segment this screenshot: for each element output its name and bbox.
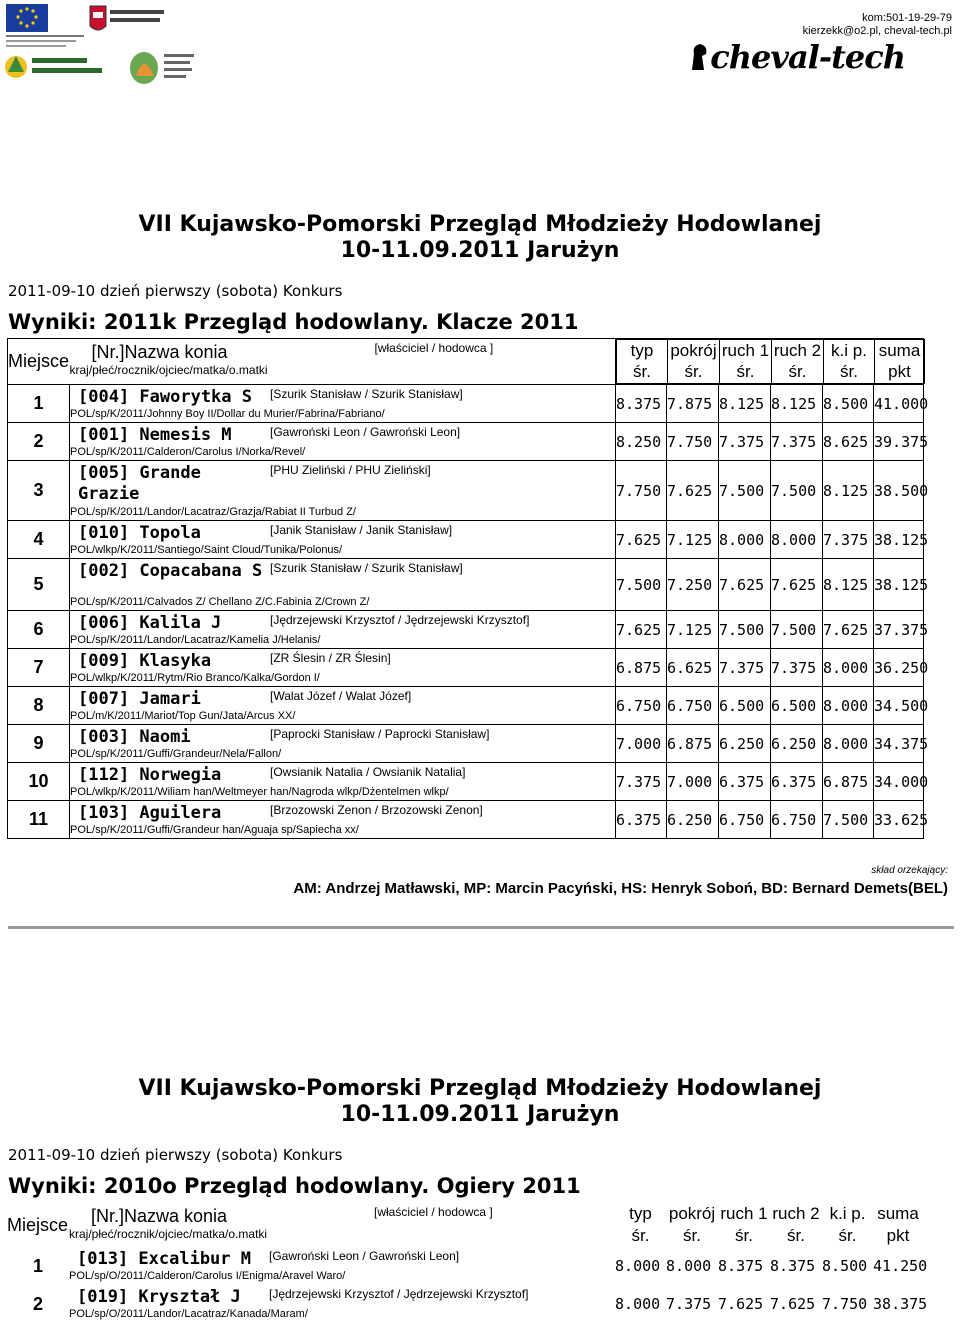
horse-name: [013] Excalibur M: [77, 1249, 251, 1269]
score-total: 38.125: [874, 559, 924, 611]
score-cell: 8.125: [719, 385, 771, 423]
score-cell: 7.625: [771, 559, 823, 611]
score-cell: 6.625: [667, 649, 719, 687]
header-nr-nazwa: [Nr.]Nazwa konia: [91, 342, 228, 362]
horse-cell: [70, 461, 616, 521]
score-cell: 6.750: [667, 687, 719, 725]
table-row: [7, 1285, 923, 1323]
column-header: ruch 2: [772, 1204, 820, 1223]
score-cell: 7.375: [666, 1295, 712, 1313]
score-total: 38.375: [873, 1295, 928, 1313]
table-row: [8, 801, 924, 839]
horse-name: [006] Kalila J: [78, 612, 222, 633]
score-cell: 6.375: [771, 763, 823, 801]
place-cell: 11: [8, 801, 70, 839]
results-heading: Wyniki: 2011k Przegląd hodowlany. Klacze 2011: [8, 310, 579, 334]
score-cell: 6.750: [616, 687, 667, 725]
owner-breeder: [Jędrzejewski Krzysztof / Jędrzejewski Krzysztof]: [270, 612, 530, 627]
score-total: 34.500: [874, 687, 924, 725]
table-row: [8, 385, 924, 423]
score-cell: 7.625: [616, 521, 667, 559]
score-cell: 7.625: [718, 1295, 764, 1313]
score-cell: 8.375: [718, 1257, 764, 1275]
score-headers: [616, 339, 924, 385]
score-cell: 8.125: [823, 461, 874, 521]
ksow-logo: [4, 50, 124, 84]
horse-cell: [69, 1285, 615, 1323]
score-cell: 8.000: [615, 1295, 661, 1313]
place-cell: 7: [8, 649, 70, 687]
region-crest-logo: [88, 4, 168, 44]
header-pedigree: kraj/płeć/rocznik/ojciec/matka/o.matki: [69, 363, 268, 377]
score-cell: 6.375: [616, 801, 667, 839]
score-cell: 8.625: [823, 423, 874, 461]
results-table: [7, 338, 929, 839]
table-row: [8, 763, 924, 801]
column-subheader: śr.: [772, 362, 824, 384]
score-cell: 7.875: [667, 385, 719, 423]
event-title: [0, 212, 960, 264]
table-row: [8, 521, 924, 559]
horse-cell: [70, 725, 616, 763]
score-cell: 6.375: [719, 763, 771, 801]
horse-name: [002] Copacabana S: [78, 560, 263, 581]
column-header: pokrój: [668, 340, 720, 362]
header-wlasciciel: [właściciel / hodowca ]: [374, 341, 494, 355]
score-total: 34.375: [874, 725, 924, 763]
horse-icon: [688, 42, 710, 72]
owner-breeder: [Owsianik Natalia / Owsianik Natalia]: [270, 764, 466, 779]
pedigree: POL/sp/O/2011/Landor/Lacatraz/Kanada/Maram/: [69, 1308, 308, 1320]
place-cell: 2: [8, 423, 70, 461]
header-horse: [69, 1203, 615, 1247]
score-cell: 6.250: [719, 725, 771, 763]
event-title-line1: VII Kujawsko-Pomorski Przegląd Młodzieży Hodowlanej: [138, 1076, 822, 1101]
header-wlasciciel: [właściciel / hodowca ]: [374, 1205, 493, 1219]
pedigree: POL/sp/K/2011/Landor/Lacatraz/Grazja/Rabiat II Turbud Z/: [70, 505, 356, 518]
score-total: 39.375: [874, 423, 924, 461]
score-cell: 6.250: [771, 725, 823, 763]
header-miejsce: Miejsce: [8, 339, 70, 385]
jury-members: AM: Andrzej Matławski, MP: Marcin Pacyński, HS: Henryk Soboń, BD: Bernard Demets(BEL): [293, 880, 948, 897]
score-cell: 6.500: [771, 687, 823, 725]
score-total: 38.500: [874, 461, 924, 521]
owner-breeder: [PHU Zieliński / PHU Zieliński]: [270, 462, 431, 477]
owner-breeder: [Walat Józef / Walat Józef]: [270, 688, 412, 703]
owner-breeder: [Szurik Stanisław / Szurik Stanisław]: [270, 386, 463, 401]
column-subheader: śr.: [668, 362, 720, 384]
owner-breeder: [Paprocki Stanisław / Paprocki Stanisław]: [270, 726, 490, 741]
score-cell: 8.125: [771, 385, 823, 423]
score-cell: 7.625: [667, 461, 719, 521]
score-cell: 7.625: [616, 611, 667, 649]
horse-cell: [70, 687, 616, 725]
score-cell: 7.625: [770, 1295, 816, 1313]
table-row: [8, 725, 924, 763]
horse-name: [007] Jamari: [78, 688, 201, 709]
horse-cell: [70, 801, 616, 839]
owner-breeder: [ZR Ślesin / ZR Ślesin]: [270, 650, 391, 665]
column-header: suma: [875, 340, 925, 362]
column-subheader: śr.: [838, 1226, 857, 1245]
score-cell: 7.375: [823, 521, 874, 559]
column-subheader: śr.: [787, 1226, 805, 1245]
score-cell: 7.375: [616, 763, 667, 801]
jury-label: skład orzekający:: [871, 865, 948, 876]
table-row: [8, 423, 924, 461]
score-total: 41.000: [874, 385, 924, 423]
header-pedigree: kraj/płeć/rocznik/ojciec/matka/o.matki: [69, 1227, 268, 1241]
score-cell: 8.000: [615, 1257, 661, 1275]
date-line-2: 2011-09-10 dzień pierwszy (sobota) Konkurs: [8, 1146, 343, 1164]
date-line: 2011-09-10 dzień pierwszy (sobota) Konkurs: [8, 282, 343, 300]
score-cell: 7.375: [771, 649, 823, 687]
horse-cell: [70, 423, 616, 461]
score-cell: 6.750: [771, 801, 823, 839]
table-row: [8, 611, 924, 649]
horse-cell: [70, 649, 616, 687]
score-cell: 8.000: [666, 1257, 712, 1275]
event-title-line2: 10-11.09.2011 Jarużyn: [340, 238, 620, 263]
score-cell: 6.875: [667, 725, 719, 763]
horse-name: [112] Norwegia: [78, 764, 222, 785]
score-cell: 6.750: [719, 801, 771, 839]
score-cell: 7.375: [771, 423, 823, 461]
score-cell: 8.000: [823, 687, 874, 725]
score-cell: 6.875: [616, 649, 667, 687]
header-nr-nazwa: [Nr.]Nazwa konia: [91, 1206, 228, 1226]
score-total: 38.125: [874, 521, 924, 559]
score-cell: 7.125: [667, 611, 719, 649]
place-cell: 9: [8, 725, 70, 763]
column-subheader: śr.: [735, 1226, 753, 1245]
table-row: [8, 687, 924, 725]
score-cell: 7.500: [719, 461, 771, 521]
score-cell: 8.000: [719, 521, 771, 559]
column-subheader: śr.: [824, 362, 875, 384]
score-cell: 7.500: [771, 611, 823, 649]
pedigree: POL/sp/K/2011/Calvados Z/ Chellano Z/C.Fabinia Z/Crown Z/: [70, 595, 370, 608]
score-cell: 7.750: [616, 461, 667, 521]
eu-flag-logo: [6, 4, 84, 50]
column-header: k.i p.: [824, 340, 875, 362]
score-cell: 7.000: [616, 725, 667, 763]
horse-cell: [70, 385, 616, 423]
header-horse: [70, 339, 616, 385]
score-cell: 7.500: [771, 461, 823, 521]
contact-email: kierzekk@o2.pl, cheval-tech.pl: [802, 25, 952, 37]
score-cell: 8.500: [822, 1257, 868, 1275]
pedigree: POL/wlkp/K/2011/Wiliam han/Weltmeyer han/Nagroda wlkp/Dżentelmen wlkp/: [70, 785, 449, 798]
column-header: ruch 1: [720, 340, 772, 362]
pedigree: POL/sp/K/2011/Landor/Lacatraz/Kamelia J/Helanis/: [70, 633, 321, 646]
horse-name: [001] Nemesis M: [78, 424, 232, 445]
place-cell: 4: [8, 521, 70, 559]
results-table-2: [7, 1203, 928, 1323]
horse-cell: [70, 611, 616, 649]
pedigree: POL/wlkp/K/2011/Rytm/Rio Branco/Kalka/Gordon I/: [70, 671, 320, 684]
place-cell: 10: [8, 763, 70, 801]
score-cell: 7.500: [719, 611, 771, 649]
place-cell: 3: [8, 461, 70, 521]
score-cell: 7.125: [667, 521, 719, 559]
score-cell: 6.875: [823, 763, 874, 801]
score-cell: 7.750: [667, 423, 719, 461]
table-row: [8, 559, 924, 611]
score-cell: 7.000: [667, 763, 719, 801]
score-cell: 7.750: [822, 1295, 868, 1313]
column-subheader: pkt: [875, 362, 925, 384]
horse-cell: [70, 763, 616, 801]
column-header: ruch 2: [772, 340, 824, 362]
score-total: 34.000: [874, 763, 924, 801]
pedigree: POL/sp/K/2011/Guffi/Grandeur han/Aguaja sp/Sapiecha xx/: [70, 823, 359, 836]
pedigree: POL/m/K/2011/Mariot/Top Gun/Jata/Arcus XX/: [70, 709, 296, 722]
score-total: 37.375: [874, 611, 924, 649]
table-row: [8, 649, 924, 687]
owner-breeder: [Gawroński Leon / Gawroński Leon]: [270, 424, 461, 439]
column-subheader: śr.: [631, 1226, 650, 1245]
horse-name: [019] Kryształ J: [77, 1287, 241, 1307]
place-cell: 5: [8, 559, 70, 611]
pedigree: POL/sp/O/2011/Calderon/Carolus I/Enigma/Aravel Waro/: [69, 1270, 346, 1282]
place-cell: 1: [32, 1255, 43, 1276]
owner-breeder: [Gawroński Leon / Gawroński Leon]: [269, 1249, 460, 1263]
score-cell: 7.625: [719, 559, 771, 611]
horse-cell: [70, 521, 616, 559]
results-heading-2: Wyniki: 2010o Przegląd hodowlany. Ogiery 2011: [8, 1174, 581, 1198]
score-total: 33.625: [874, 801, 924, 839]
header-miejsce: Miejsce: [7, 1214, 69, 1235]
horse-cell: [70, 559, 616, 611]
pedigree: POL/wlkp/K/2011/Santiego/Saint Cloud/Tunika/Polonus/: [70, 543, 343, 556]
score-cell: 7.375: [719, 649, 771, 687]
column-subheader: śr.: [720, 362, 772, 384]
column-header: k.i p.: [829, 1204, 866, 1223]
contact-phone: kom:501-19-29-79: [862, 12, 952, 24]
table-row: [7, 1247, 923, 1285]
score-cell: 8.125: [823, 559, 874, 611]
score-cell: 7.500: [823, 801, 874, 839]
column-header: ruch 1: [720, 1204, 768, 1223]
owner-breeder: [Brzozowski Zenon / Brzozowski Zenon]: [270, 802, 483, 817]
score-cell: 8.375: [616, 385, 667, 423]
column-header: typ: [629, 1204, 652, 1223]
place-cell: 2: [32, 1293, 43, 1314]
place-cell: 1: [8, 385, 70, 423]
event-title-line1: VII Kujawsko-Pomorski Przegląd Młodzieży Hodowlanej: [138, 212, 822, 237]
score-total: 41.250: [873, 1257, 928, 1275]
pedigree: POL/sp/K/2011/Johnny Boy II/Dollar du Murier/Fabrina/Fabriano/: [70, 407, 385, 420]
horse-name: [103] Aguilera: [78, 802, 222, 823]
column-subheader: pkt: [886, 1226, 910, 1245]
brand-logo: cheval-tech: [688, 38, 905, 76]
horse-name: [010] Topola: [78, 522, 201, 543]
score-cell: 8.000: [823, 725, 874, 763]
score-cell: 8.375: [770, 1257, 816, 1275]
score-cell: 7.375: [719, 423, 771, 461]
score-headers: [615, 1203, 923, 1247]
column-header: pokrój: [668, 1204, 716, 1223]
score-cell: 6.250: [667, 801, 719, 839]
score-cell: 7.500: [616, 559, 667, 611]
pedigree: POL/sp/K/2011/Guffi/Grandeur/Nela/Fallon/: [70, 747, 282, 760]
score-cell: 8.000: [771, 521, 823, 559]
owner-breeder: [Jędrzejewski Krzysztof / Jędrzejewski Krzysztof]: [269, 1287, 529, 1301]
event-title-line2: 10-11.09.2011 Jarużyn: [340, 1102, 620, 1127]
column-header: typ: [617, 340, 668, 362]
horse-name: [004] Faworytka S: [78, 386, 252, 407]
column-subheader: śr.: [683, 1226, 701, 1245]
place-cell: 8: [8, 687, 70, 725]
horse-name: [003] Naomi: [78, 726, 191, 747]
event-title-2: [0, 1076, 960, 1128]
prow-logo: [126, 48, 206, 88]
section-divider: [8, 926, 954, 929]
horse-name: [005] Grande Grazie: [78, 462, 201, 504]
contact-info: [803, 12, 952, 38]
table-row: [8, 461, 924, 521]
column-subheader: śr.: [617, 362, 668, 384]
owner-breeder: [Janik Stanisław / Janik Stanisław]: [270, 522, 453, 537]
score-cell: 6.500: [719, 687, 771, 725]
horse-name: [009] Klasyka: [78, 650, 212, 671]
owner-breeder: [Szurik Stanisław / Szurik Stanisław]: [270, 560, 463, 575]
score-cell: 8.500: [823, 385, 874, 423]
column-header: suma: [877, 1204, 919, 1223]
pedigree: POL/sp/K/2011/Calderon/Carolus I/Norka/Revel/: [70, 445, 306, 458]
score-cell: 7.250: [667, 559, 719, 611]
score-cell: 7.625: [823, 611, 874, 649]
horse-cell: [69, 1247, 615, 1285]
score-total: 36.250: [874, 649, 924, 687]
place-cell: 6: [8, 611, 70, 649]
score-cell: 8.000: [823, 649, 874, 687]
score-cell: 8.250: [616, 423, 667, 461]
